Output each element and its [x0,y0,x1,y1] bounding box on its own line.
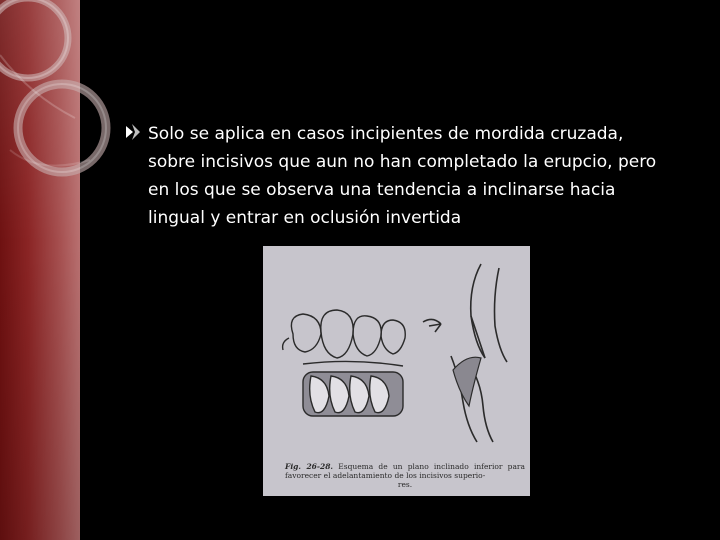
bullet-line-2: sobre incisivos que aun no han completado la erupcio, pero [148,152,657,172]
ribbon-bullet-icon [124,122,142,142]
figure-caption [285,462,525,489]
bullet-line-3: en los que se observa una tendencia a inclinarse hacia [148,180,616,200]
caption-text: Esquema de un plano inclinado inferior para favorecer el adelantamiento de los incisivos superio- [285,462,525,480]
tooth-diagram-icon [263,246,530,496]
dental-figure [263,246,530,496]
caption-tail: res. [397,480,413,489]
bullet-item [128,120,688,232]
decorative-circles-icon [0,0,140,230]
caption-label: Fig. 26-28. [285,462,334,471]
bullet-line-4: lingual y entrar en oclusión invertida [148,208,462,228]
bullet-text [128,120,688,232]
bullet-line-1: Solo se aplica en casos incipientes de mordida cruzada, [148,124,624,144]
